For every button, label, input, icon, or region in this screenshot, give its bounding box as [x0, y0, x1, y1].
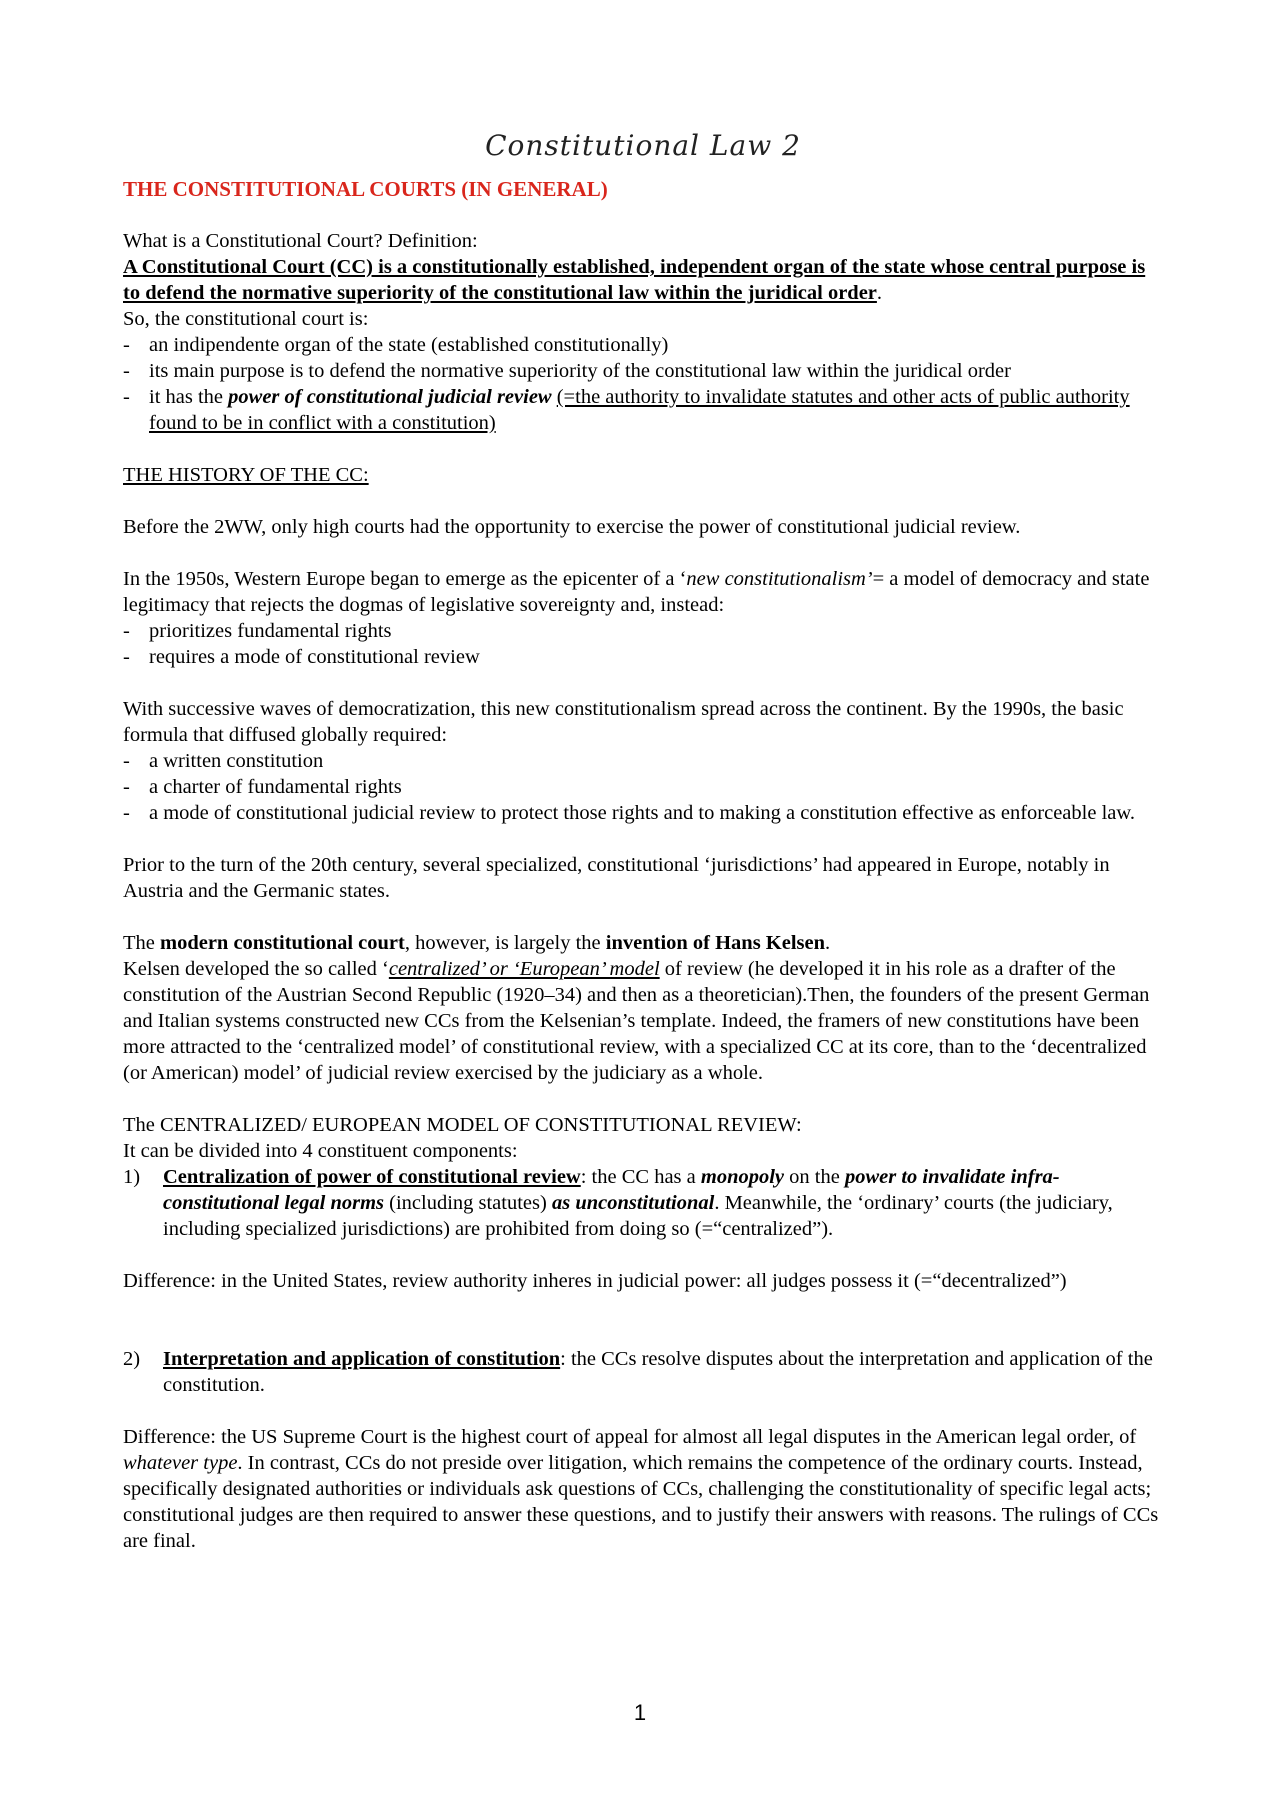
item-title: Centralization of power of constitutional review: [163, 1166, 581, 1188]
emphasis-text: power of constitutional judicial review: [228, 386, 552, 408]
paragraph-text: of review (he developed it in his role as a drafter of the constitution of the Austrian Second Republic (1920–34) and then as a theoretician).Then, the founders of the present German and Italian systems constructed new CCs from the Kelsenian’s template. Indeed, the framers of new constitutions have been more attracted to the ‘centralized model’ of constitutional review, with a specialized CC at its core, than to the ‘decentralized (or American) model’ of judicial review exercised by the judiciary as a whole.: [123, 958, 1150, 1084]
history-paragraph-2: [123, 566, 1163, 618]
model-heading: The CENTRALIZED/ EUROPEAN MODEL OF CONSTITUTIONAL REVIEW:: [123, 1114, 802, 1136]
item-text: : the CCs resolve disputes about the interpretation and application of the constitution.: [163, 1348, 1153, 1396]
components-list-2: [123, 1346, 1163, 1398]
bold-text: modern constitutional court: [160, 932, 405, 954]
list-item: - a charter of fundamental rights: [123, 774, 1163, 800]
history-paragraph-6: [123, 956, 1163, 1086]
history-paragraph-4: Prior to the turn of the 20th century, several specialized, constitutional ‘jurisdictions’ had appeared in Europe, notably in Austria and the Germanic states.: [123, 854, 1110, 902]
constitutionalism-list: [123, 618, 1163, 670]
item-text: on the: [784, 1166, 845, 1188]
difference-paragraph-2: [123, 1424, 1163, 1554]
list-item: [123, 1164, 1163, 1242]
list-item: [123, 1346, 1163, 1398]
document-title: Constitutional Law 2: [485, 129, 801, 162]
item-text: . Meanwhile, the ‘ordinary’ courts (the judiciary, including specialized jurisdictions) are prohibited from doing so (=“centralized”).: [163, 1192, 1113, 1240]
definition-paragraph: [123, 254, 1163, 306]
list-item: - prioritizes fundamental rights: [123, 618, 1163, 644]
definition-period: .: [876, 282, 883, 304]
item-number: 2): [123, 1348, 141, 1370]
underlined-text: (=the authority to invalidate statutes and other acts of public authority found to be in conflict with a constitution): [149, 386, 1130, 434]
paragraph-text: The: [123, 932, 160, 954]
list-item: - a mode of constitutional judicial review to protect those rights and to making a constitution effective as enforceable law.: [123, 800, 1163, 826]
section-heading: THE CONSTITUTIONAL COURTS (IN GENERAL): [123, 177, 608, 201]
item-text: (including statutes): [384, 1192, 552, 1214]
so-intro: So, the constitutional court is:: [123, 308, 369, 330]
bullet-text: it has the: [149, 386, 229, 408]
paragraph-text: In the 1950s, Western Europe began to emerge as the epicenter of a ‘: [123, 568, 687, 590]
list-item: - a written constitution: [123, 748, 1163, 774]
model-intro: It can be divided into 4 constituent components:: [123, 1140, 518, 1162]
item-text: : the CC has a: [580, 1166, 701, 1188]
emphasis-text: power to invalidate infra-constitutional legal norms: [163, 1166, 1060, 1214]
list-item: - an indipendente organ of the state (established constitutionally): [123, 332, 1163, 358]
document-body: [123, 128, 1163, 1554]
italic-text: whatever type: [123, 1452, 238, 1474]
paragraph-text: Difference: the US Supreme Court is the highest court of appeal for almost all legal disputes in the American legal order, of: [123, 1426, 1137, 1448]
bold-text: invention of Hans Kelsen: [605, 932, 826, 954]
item-number: 1): [123, 1166, 141, 1188]
page-number: 1: [633, 1700, 647, 1725]
history-paragraph-1: Before the 2WW, only high courts had the opportunity to exercise the power of constitutional judicial review.: [123, 516, 1021, 538]
paragraph-text: . In contrast, CCs do not preside over litigation, which remains the competence of the ordinary courts. Instead, specifically designated authorities or individuals ask questions of CCs, challenging the constitutionality of specific legal acts; constitutional judges are then required to answer these questions, and to justify their answers with reasons. The rulings of CCs are final.: [123, 1452, 1159, 1552]
definition-question: What is a Constitutional Court? Definition:: [123, 230, 478, 252]
history-paragraph-5: [123, 930, 1163, 956]
italic-text: new constitutionalism’: [686, 568, 873, 590]
definition-text: A Constitutional Court (CC) is a constitutionally established, independent organ of the state whose central purpose is to defend the normative superiority of the constitutional law within the juridical order: [123, 256, 1146, 304]
formula-list: [123, 748, 1163, 826]
components-list-1: [123, 1164, 1163, 1242]
model-name-text: centralized’ or ‘European’ model: [388, 958, 660, 980]
definition-list: [123, 332, 1163, 436]
history-paragraph-3: With successive waves of democratization, this new constitutionalism spread across the continent. By the 1990s, the basic formula that diffused globally required:: [123, 698, 1124, 746]
list-item: - requires a mode of constitutional review: [123, 644, 1163, 670]
paragraph-text: .: [825, 932, 831, 954]
paragraph-text: , however, is largely the: [404, 932, 606, 954]
list-item: [123, 384, 1163, 436]
item-title: Interpretation and application of constitution: [163, 1348, 561, 1370]
paragraph-text: Kelsen developed the so called ‘: [123, 958, 389, 980]
emphasis-text: as unconstitutional: [551, 1192, 715, 1214]
list-item: - its main purpose is to defend the normative superiority of the constitutional law within the juridical order: [123, 358, 1163, 384]
paragraph-text: = a model of democracy and state legitimacy that rejects the dogmas of legislative sovereignty and, instead:: [123, 568, 1150, 616]
difference-paragraph-1: Difference: in the United States, review authority inheres in judicial power: all judges possess it (=“decentralized”): [123, 1270, 1067, 1292]
history-heading: THE HISTORY OF THE CC:: [123, 464, 369, 486]
emphasis-text: monopoly: [700, 1166, 785, 1188]
